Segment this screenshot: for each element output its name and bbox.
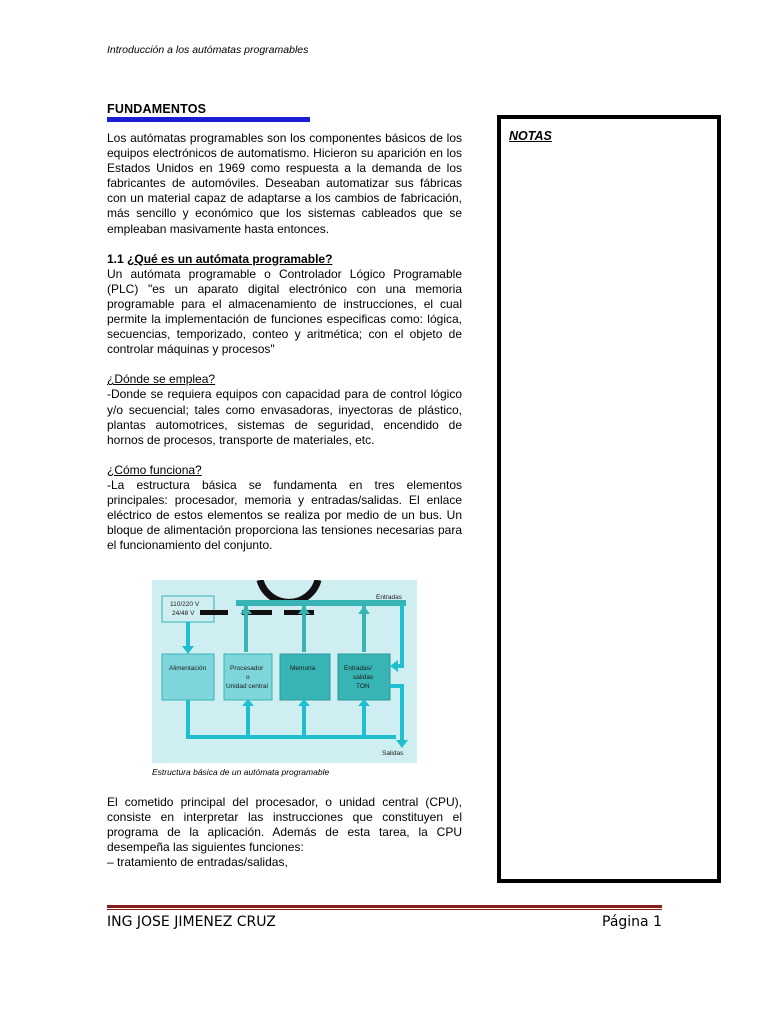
memory-block	[280, 654, 330, 700]
footer-rule	[107, 905, 662, 910]
q1-heading	[107, 252, 462, 267]
io-block-label-2: salidas	[353, 674, 374, 681]
cpu-block-label-1: Procesador	[230, 665, 264, 672]
bus-mark-3	[284, 610, 314, 615]
voltage-line2: 24/48 V	[172, 610, 195, 617]
q1-heading-text: ¿Qué es un autómata programable?	[127, 251, 333, 266]
cpu-block-label-3: Unidad central	[226, 683, 268, 690]
document-header-title: Introducción a los autómatas programables	[107, 44, 309, 56]
inputs-label: Entradas	[376, 594, 403, 601]
cpu-paragraph	[107, 795, 462, 855]
intro-paragraph: Los autómatas programables son los componentes básicos de los equipos electrónicos de automatismo. Hicieron su aparición en los Estados Unidos en 1969 como respuesta a la demanda de los fabricantes de automóviles. Deseaban automatizar sus fábricas con un material capaz de adaptarse a los cambios de fabricación, más sencillo y económico que los sistemas cableados que se empleaban masivamente hasta entonces.	[107, 131, 462, 236]
outputs-label: Salidas	[382, 750, 404, 757]
voltage-box	[162, 596, 214, 622]
main-text-column	[107, 131, 462, 568]
voltage-line1: 110/220 V	[170, 601, 200, 608]
section-title: FUNDAMENTOS	[107, 102, 207, 116]
cpu-paragraph-suffix: , o unidad central (CPU), consiste en interpretar las instrucciones que constituyen el programa de la aplicación. Además de esta tarea, la CPU desempeña las siguientes funciones:	[107, 795, 462, 855]
power-block	[162, 654, 214, 700]
plc-structure-diagram	[152, 580, 417, 763]
io-block-label-3: TON	[356, 683, 370, 690]
cpu-paragraph-prefix: El cometido principal del	[107, 795, 256, 809]
notes-label: NOTAS	[509, 129, 552, 143]
cpu-paragraph-emphasis: procesador	[255, 795, 315, 809]
q1-number: 1.1	[107, 251, 124, 266]
cpu-text-column	[107, 795, 462, 870]
diagram-caption: Estructura básica de un autómata programable	[152, 767, 330, 777]
cpu-list-item: – tratamiento de entradas/salidas,	[107, 855, 288, 870]
footer-page-number: Página 1	[602, 914, 662, 930]
memory-block-label: Memoria	[290, 665, 316, 672]
notes-box	[497, 115, 721, 883]
q1-paragraph: Un autómata programable o Controlador Lógico Programable (PLC) "es un aparato digital electrónico con una memoria programable para el almacenamiento de instrucciones, el cual permite la implementación de funciones especificas como: lógica, secuencias, temporizado, conteo y aritmética; con el objeto de controlar máquinas y procesos"	[107, 266, 462, 357]
bus-mark-1	[200, 610, 228, 615]
q2-paragraph: -Donde se requiera equipos con capacidad para de control lógico y/o secuencial; tales como envasadoras, inyectoras de plástico, plantas automotrices, sistemas de seguridad, encendido de hornos de procesos, transporte de materiales, etc.	[107, 387, 462, 447]
q3-paragraph: -La estructura básica se fundamenta en tres elementos principales: procesador, memoria y entradas/salidas. El enlace eléctrico de estos elementos se realiza por medio de un bus. Un bloque de alimentación proporciona las tensiones necesarias para el funcionamiento del conjunto.	[107, 477, 462, 553]
q2-heading: ¿Dónde se emplea?	[107, 372, 216, 387]
io-block-label-1: Entradas/	[344, 665, 372, 672]
cpu-block-label-2: o	[246, 674, 250, 681]
power-block-label: Alimentación	[169, 665, 207, 672]
section-title-underline	[107, 117, 310, 122]
q3-heading: ¿Cómo funciona?	[107, 462, 202, 477]
footer-author: ING JOSE JIMENEZ CRUZ	[107, 914, 276, 930]
